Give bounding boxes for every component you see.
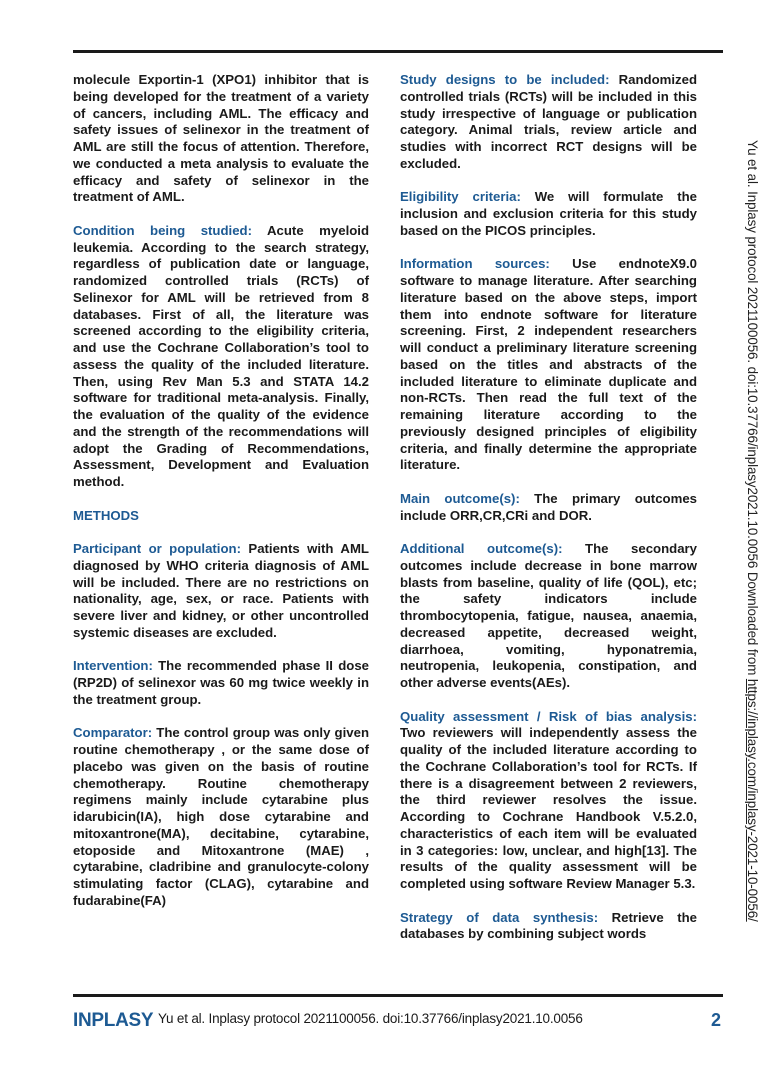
condition-section [73,223,369,491]
methods-title: METHODS [73,507,139,523]
study-designs-section [400,72,697,173]
additional-outcomes-text: The secondary outcomes include decrease in bone marrow blasts from baseline, quality of life (QOL), etc; the safety indicators include thrombocytopenia, fatigue, nausea, anaemia, decreased appetite, decreased weight, diarrhoea, vomiting, hyponatremia, neutropenia, leukopenia, constipation, and other adverse events(AEs). [400,541,697,690]
footer-brand-logo: INPLASY [73,1010,154,1031]
comparator-heading: Comparator: [73,725,153,741]
footer-citation: Yu et al. Inplasy protocol 2021100056. doi:10.37766/inplasy2021.10.0056 [158,1011,583,1026]
main-outcomes-heading: Main outcome(s): [400,490,520,506]
side-note-link[interactable]: https://inplasy.com/inplasy-2021-10-0056/ [745,678,760,922]
intro-text: molecule Exportin-1 (XPO1) inhibitor that is being developed for the treatment of a variety of cancers, including AML. The efficacy and safety issues of selinexor in the treatment of AML are still the focus of attention. Therefore, we conducted a meta analysis to evaluate the efficacy and safety of selinexor in the treatment of AML. [73,72,369,205]
data-synthesis-section [400,910,697,944]
quality-assessment-section [400,709,697,893]
eligibility-section [400,189,697,239]
side-note-text: Yu et al. Inplasy protocol 2021100056. doi:10.37766/inplasy2021.10.0056 Downloaded from [745,140,760,679]
right-column [400,72,697,960]
page-number: 2 [711,1010,722,1030]
study-designs-text: Randomized controlled trials (RCTs) will be included in this study irrespective of language or publication category. Animal trials, review article and studies with incorrect RCT designs will be excluded. [400,72,698,171]
additional-outcomes-heading: Additional outcome(s): [400,541,563,556]
comparator-section [73,725,369,909]
study-designs-heading: Study designs to be included: [400,72,610,87]
intervention-text: The recommended phase II dose (RP2D) of selinexor was 60 mg twice weekly in the treatment group. [73,658,369,707]
side-download-note [745,140,760,922]
data-synthesis-heading: Strategy of data synthesis: [400,909,599,925]
participant-text: Patients with AML diagnosed by WHO criteria diagnosis of AML will be included. There are no restrictions on nationality, age, sex, or race. Patients with severe liver and kidney, or other uncontrolled systemic diseases are excluded. [73,541,369,640]
intervention-heading: Intervention: [73,658,153,674]
header-rule [73,50,723,53]
information-sources-section [400,256,697,474]
quality-assessment-text: Two reviewers will independently assess the quality of the included literature according to the Cochrane Collaboration’s tool for RCTs. If there is a disagreement between 2 reviewers, the third reviewer resolves the issue. According to Cochrane Handbook V.5.2.0, characteristics of each item will be evaluated in 3 categories: low, unclear, and high[13]. The results of the quality assessment will be completed using software Review Manager 5.3. [400,725,697,891]
eligibility-text: We will formulate the inclusion and exclusion criteria for this study based on the PICOS principles. [400,189,697,238]
footer-rule [73,994,723,997]
comparator-text: The control group was only given routine chemotherapy , or the same dose of placebo was given on the basis of routine chemotherapy. Routine chemotherapy regimens mainly include cytarabine plus idarubicin(IA), high dose cytarabine and mitoxantrone(MA), decitabine, cytarabine, etoposide and Mitoxantrone (MAE) , cytarabine, cladribine and granulocyte-colony stimulating factor (CLAG), cytarabine and fudarabine(FA) [73,725,369,908]
eligibility-heading: Eligibility criteria: [400,189,521,205]
participant-section [73,541,369,642]
main-outcomes-text: The primary outcomes include ORR,CR,CRi and DOR. [400,490,697,523]
main-outcomes-section [400,491,697,525]
data-synthesis-text: Retrieve the databases by combining subject words [400,909,697,942]
left-column [73,72,369,926]
condition-heading: Condition being studied: [73,222,252,238]
intro-paragraph [73,72,369,206]
information-sources-heading: Information sources: [400,256,550,272]
quality-assessment-heading: Quality assessment / Risk of bias analysis: [400,708,697,724]
information-sources-text: Use endnoteX9.0 software to manage literature. After searching literature based on the above steps, import them into endnote software for literature screening. First, 2 independent researchers will conduct a preliminary literature screening based on the titles and abstracts of the included literature to eliminate duplicate and non-RCTs. Then read the full text of the remaining literature according to the previously designed principles of eligibility criteria, and finally determine the appropriate literature. [400,256,697,473]
additional-outcomes-section [400,541,697,692]
participant-heading: Participant or population: [73,541,241,556]
condition-text: Acute myeloid leukemia. According to the search strategy, regardless of publication date or language, randomized controlled trials (RCTs) of Selinexor for AML will be retrieved from 8 databases. First of all, the literature was screened according to the eligibility criteria, and use the Cochrane Collaboration’s tool to assess the quality of the included literature. Then, using Rev Man 5.3 and STATA 14.2 software for traditional meta-analysis. Finally, the evaluation of the quality of the evidence and the strength of the recommendations will adopt the Grading of Recommendations, Assessment, Development and Evaluation method. [73,222,370,489]
intervention-section [73,658,369,708]
